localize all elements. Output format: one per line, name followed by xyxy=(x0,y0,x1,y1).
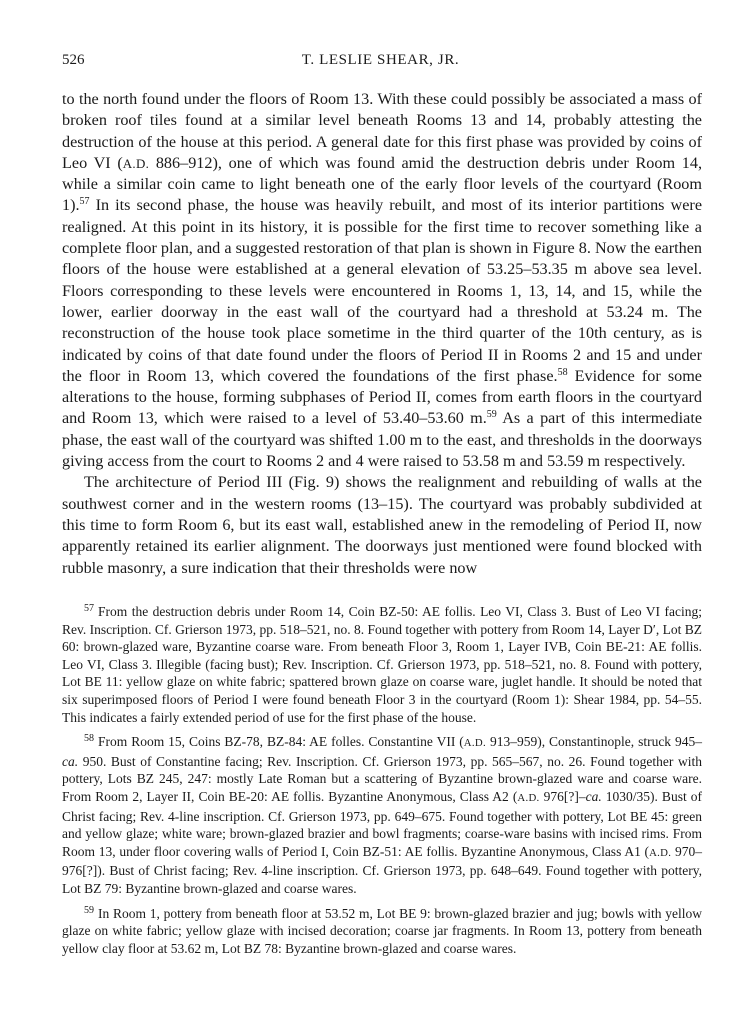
footnote-ref-59[interactable]: 59 xyxy=(486,409,497,421)
paragraph-2: The architecture of Period III (Fig. 9) shows the realignment and rebuilding of walls at the southwest corner and in the western rooms (13–15). The courtyard was probably subdivided at this time to form Room 6, but its east wall, established anew in the remodeling of Period II, now apparently retained its earlier alignment. The doorways just mentioned were found blocked with rubble masonry, a sure indication that their thresholds were now xyxy=(62,473,702,577)
body-text xyxy=(62,89,702,579)
footnotes xyxy=(62,600,702,961)
page-number: 526 xyxy=(62,52,85,68)
footnote-ref-57[interactable]: 57 xyxy=(79,196,90,208)
footnote-57: $^{57}$ From the destruction debris under Room 14, Coin BZ-50: AE follis. Leo VI, Class 3. Bust of Leo VI facing; Rev. Inscription. Cf. Grierson 1973, pp. 518–521, no. 8. Found together with pottery from Room 14, Layer D′, Lot BZ 60: brown-glazed ware, Byzantine coarse ware. From beneath Floor 3, Room 1, Layer IVB, Coin BE-21: AE follis. Leo VI, Class 3. Illegible (facing bust); Rev. Inscription. Cf. Grierson 1973, pp. 518–521, no. 8. Found with pottery, Lot BE 11: yellow glaze on white fabric; spattered brown glaze on coarse ware, juglet handle. It should be noted that six superimposed floors of Period I were found beneath Floor 3 in the courtyard (Room 1): Shear 1984, pp. 54–55. This indicates a fairly extended period of use for the first phase of the house. xyxy=(62,603,702,725)
page-header xyxy=(62,52,699,74)
running-head: T. LESLIE SHEAR, JR. xyxy=(301,52,460,68)
paragraph-1: to the north found under the floors of Room 13. With these could possibly be associated a mass of broken roof tiles found at a similar level beneath Rooms 13 and 14, probably attesting the destruction of the house at this period. A general date for this first phase was provided by coins of Leo VI (A.D. 886–912), one of which was found amid the destruction debris under Room 14, while a similar coin came to light beneath one of the early floor levels of the courtyard (Room 1).$^{57}$ In its second phase, the house was heavily rebuilt, and most of its interior partitions were realigned. At this point in its history, it is possible for the first time to recover something like a complete floor plan, and a suggested restoration of that plan is shown in Figure 8. Now the earthen floors of the house were established at a general elevation of 53.25–53.35 m above sea level. Floors corresponding to these levels were encountered in Rooms 1, 13, 14, and 15, while the lower, earlier doorway in the east wall of the courtyard had a threshold at 53.24 m. The reconstruction of the house took place sometime in the third quarter of the 10th century, as is indicated by coins of that date found under the floors of Period II in Rooms 2 and 15 and under the floor in Room 13, which covered the foundations of the first phase.$^{58}$ Evidence for some alterations to the house, forming subphases of Period II, comes from earth floors in the courtyard and Room 13, which were raised to a level of 53.40–53.60 m.$^{59}$ As a part of this intermediate phase, the east wall of the courtyard was shifted 1.00 m to the east, and thresholds in the doorways giving access from the court to Rooms 2 and 4 were raised to 53.58 m and 53.59 m respectively. xyxy=(62,90,703,471)
footnote-ref-58[interactable]: 58 xyxy=(557,366,568,378)
footnote-59: $^{59}$ In Room 1, pottery from beneath floor at 53.52 m, Lot BE 9: brown-glazed brazier and jug; bowls with yellow glaze on white fabric; yellow glaze with incised decoration; coarse jar fragments. In Room 13, pottery from beneath yellow clay floor at 53.62 m, Lot BZ 78: Byzantine brown-glazed and coarse wares. xyxy=(62,904,702,956)
footnote-58: $^{58}$ From Room 15, Coins BZ-78, BZ-84: AE folles. Constantine VII (A.D. 913–959), Constantinople, struck 945–ca. 950. Bust of Constantine facing; Rev. Inscription. Cf. Grierson 1973, pp. 565–567, no. 26. Found together with pottery, Lots BZ 245, 247: mostly Late Roman but a scattering of Byzantine brown-glazed ware and coarse ware. From Room 2, Layer II, Coin BE-20: AE follis. Byzantine Anonymous, Class A2 (A.D. 976[?]–ca. 1030/35). Bust of Christ facing; Rev. 4-line inscription. Cf. Grierson 1973, pp. 649–675. Found together with pottery, Lot BE 45: green and yellow glaze; white ware; brown-glazed brazier and bowl fragments; coarse-ware basins with incised rims. From Room 13, under floor covering walls of Period I, Coin BZ-51: AE follis. Byzantine Anonymous, Class A1 (A.D. 970–976[?]). Bust of Christ facing; Rev. 4-line inscription. Cf. Grierson 1973, pp. 648–649. Found together with pottery, Lot BZ 79: Byzantine brown-glazed and coarse wares. xyxy=(62,733,703,896)
